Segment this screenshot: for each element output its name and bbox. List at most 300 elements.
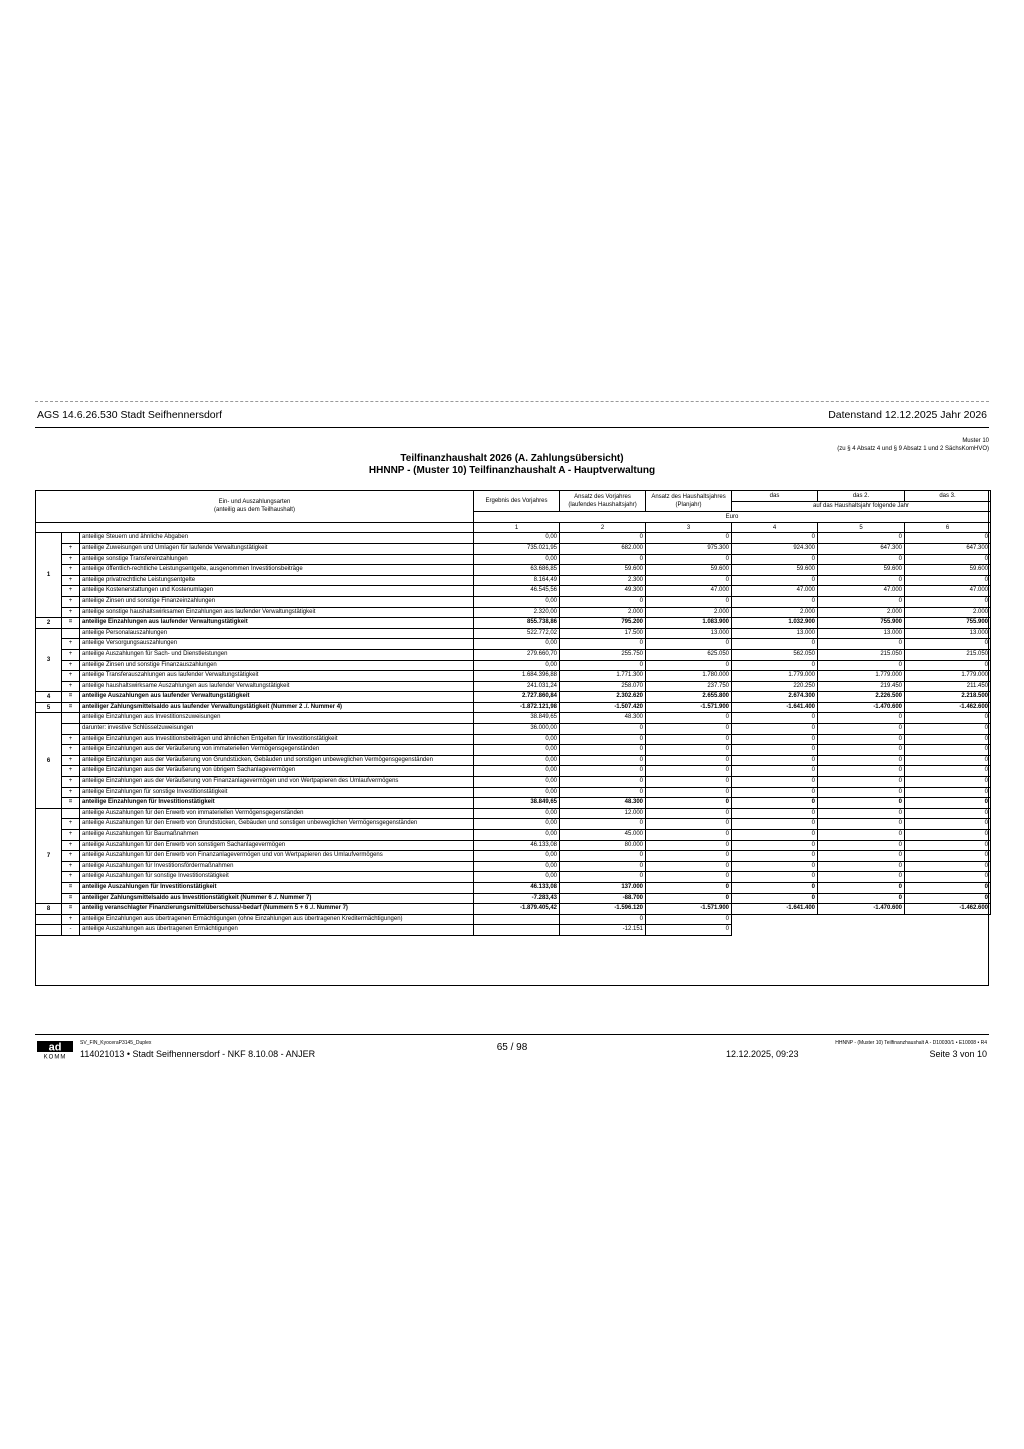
value-cell: 47.000	[818, 586, 905, 597]
row-label: anteilige Auszahlungen aus übertragenen Ermächtigungen	[80, 925, 474, 936]
row-label: anteilige Zinsen und sonstige Finanzauszahlungen	[80, 660, 474, 671]
row-operator	[62, 713, 80, 724]
value-cell: 0	[646, 596, 732, 607]
value-cell: 0	[646, 660, 732, 671]
value-cell: 13.000	[646, 628, 732, 639]
value-cell: 0	[818, 872, 905, 883]
value-cell: 0	[732, 872, 818, 883]
value-cell: 0	[646, 819, 732, 830]
row-label: anteilige Transferauszahlungen aus laufender Verwaltungstätigkeit	[80, 671, 474, 682]
value-cell: 647.300	[905, 543, 991, 554]
value-cell: 0,00	[474, 745, 560, 756]
row-label: anteilige öffentlich-rechtliche Leistungsentgelte, ausgenommen Investitionsbeiträge	[80, 565, 474, 576]
muster-note	[837, 437, 989, 453]
value-cell: 17.500	[560, 628, 646, 639]
table-row	[36, 543, 991, 554]
row-label: anteilige Einzahlungen aus übertragenen Ermächtigungen (ohne Einzahlungen aus übertragenen Kreditermächtigungen)	[80, 914, 474, 925]
value-cell: 45.000	[560, 830, 646, 841]
value-cell: 0,00	[474, 533, 560, 544]
value-cell: 0,00	[474, 830, 560, 841]
group-number: 3	[36, 628, 62, 692]
table-row	[36, 639, 991, 650]
value-cell: 0	[818, 882, 905, 893]
top-dashed-rule	[35, 401, 989, 402]
header-right: Datenstand 12.12.2025 Jahr 2026	[828, 409, 987, 421]
value-cell: 0	[560, 851, 646, 862]
value-cell: -1.641.400	[732, 904, 818, 915]
value-cell: 0	[905, 819, 991, 830]
row-operator: +	[62, 639, 80, 650]
table-row	[36, 798, 991, 809]
value-cell: -1.872.121,98	[474, 702, 560, 713]
value-cell: -1.470.600	[818, 702, 905, 713]
value-cell: 1.779.000	[818, 671, 905, 682]
row-operator: +	[62, 851, 80, 862]
value-cell: 0	[905, 734, 991, 745]
value-cell: 220.250	[732, 681, 818, 692]
row-operator: +	[62, 914, 80, 925]
value-cell: 0	[732, 724, 818, 735]
page-subtitle: HHNNP - (Muster 10) Teilfinanzhaushalt A - Hauptverwaltung	[368, 465, 656, 476]
value-cell: 0	[732, 798, 818, 809]
value-cell: 0	[560, 914, 646, 925]
value-cell: 0	[646, 766, 732, 777]
row-operator: +	[62, 830, 80, 841]
value-cell: 47.000	[646, 586, 732, 597]
value-cell: 0,00	[474, 777, 560, 788]
value-cell: 0,00	[474, 766, 560, 777]
value-cell: 2.218.500	[905, 692, 991, 703]
value-cell: 0	[818, 851, 905, 862]
table-row	[36, 777, 991, 788]
row-operator: +	[62, 755, 80, 766]
value-cell: 0	[818, 745, 905, 756]
row-operator: +	[62, 660, 80, 671]
value-cell: -1.507.420	[560, 702, 646, 713]
table-row	[36, 787, 991, 798]
value-cell: 1.780.000	[646, 671, 732, 682]
table-row	[36, 755, 991, 766]
value-cell: 2.000	[732, 607, 818, 618]
value-cell: 0	[560, 819, 646, 830]
value-cell: 0,00	[474, 819, 560, 830]
value-cell: 522.772,02	[474, 628, 560, 639]
value-cell: 0	[646, 734, 732, 745]
row-label: anteiliger Zahlungsmittelsaldo aus Investitionstätigkeit (Nummer 6 ./. Nummer 7)	[80, 893, 474, 904]
value-cell: 0	[732, 861, 818, 872]
value-cell: 0,00	[474, 861, 560, 872]
group-number: 4	[36, 692, 62, 703]
row-operator: +	[62, 745, 80, 756]
table-row	[36, 882, 991, 893]
value-cell: 0	[905, 533, 991, 544]
row-label: anteilige Auszahlungen für sonstige Investitionstätigkeit	[80, 872, 474, 883]
row-operator: +	[62, 575, 80, 586]
value-cell: 13.000	[732, 628, 818, 639]
table-row	[36, 745, 991, 756]
row-label: anteilige Einzahlungen aus der Veräußerung von immateriellen Vermögensgegenständen	[80, 745, 474, 756]
value-cell: 0	[818, 660, 905, 671]
value-cell: -1.641.400	[732, 702, 818, 713]
value-cell: 8.164,49	[474, 575, 560, 586]
table-cell	[36, 522, 474, 533]
value-cell: 0	[646, 724, 732, 735]
value-cell: 0	[560, 777, 646, 788]
value-cell: 241.031,24	[474, 681, 560, 692]
value-cell: 562.050	[732, 649, 818, 660]
value-cell: 2.302.620	[560, 692, 646, 703]
value-cell: 0	[818, 861, 905, 872]
value-cell: 0	[560, 554, 646, 565]
value-cell: 0	[732, 575, 818, 586]
value-cell: 1.684.396,88	[474, 671, 560, 682]
value-cell: 855.738,86	[474, 618, 560, 629]
value-cell: 137.000	[560, 882, 646, 893]
row-label: anteilige Auszahlungen für Investitionstätigkeit	[80, 882, 474, 893]
value-cell: 0	[646, 575, 732, 586]
value-cell: 1.083.900	[646, 618, 732, 629]
row-operator: =	[62, 893, 80, 904]
value-cell: 219.450	[818, 681, 905, 692]
table-row	[36, 808, 991, 819]
value-cell: 0	[646, 798, 732, 809]
value-cell: 80.000	[560, 840, 646, 851]
table-row	[36, 766, 991, 777]
row-label: anteilige Einzahlungen aus der Veräußerung von Grundstücken, Gebäuden und sonstigen unbeweglichen Vermögensgegenständen	[80, 755, 474, 766]
row-label: anteilige Personalauszahlungen	[80, 628, 474, 639]
value-cell: 0	[905, 766, 991, 777]
column-number: 3	[646, 522, 732, 533]
value-cell: 46.133,08	[474, 840, 560, 851]
value-cell: 2.727.860,84	[474, 692, 560, 703]
table-row	[36, 554, 991, 565]
row-label: anteilig veranschlagter Finanzierungsmittelüberschuss/-bedarf (Nummern 5 + 6 ./. Nummer 7)	[80, 904, 474, 915]
row-operator: +	[62, 565, 80, 576]
value-cell: 1.779.000	[732, 671, 818, 682]
value-cell: 0,00	[474, 851, 560, 862]
value-cell: 0	[905, 882, 991, 893]
table-row	[36, 607, 991, 618]
table-row	[36, 861, 991, 872]
value-cell: 59.600	[818, 565, 905, 576]
row-label: anteilige privatrechtliche Leistungsentgelte	[80, 575, 474, 586]
value-cell: -88.700	[560, 893, 646, 904]
value-cell: 0	[646, 925, 732, 936]
logo-text: ad	[48, 1041, 62, 1054]
value-cell: 682.000	[560, 543, 646, 554]
value-cell: -1.879.405,42	[474, 904, 560, 915]
value-cell: -7.283,43	[474, 893, 560, 904]
table-row	[36, 533, 991, 544]
value-cell: 255.750	[560, 649, 646, 660]
value-cell	[474, 914, 560, 925]
value-cell: -1.470.600	[818, 904, 905, 915]
value-cell: 0	[732, 808, 818, 819]
table-row	[36, 840, 991, 851]
value-cell: 0	[560, 766, 646, 777]
group-number: 6	[36, 713, 62, 808]
row-label: anteilige Auszahlungen für den Erwerb von immateriellen Vermögensgegenständen	[80, 808, 474, 819]
value-cell: 755.900	[905, 618, 991, 629]
value-cell: 0	[646, 787, 732, 798]
row-operator: +	[62, 543, 80, 554]
row-label: anteilige Einzahlungen für sonstige Investitionstätigkeit	[80, 787, 474, 798]
value-cell: 0	[905, 596, 991, 607]
table-row	[36, 904, 991, 915]
value-cell: 0	[560, 596, 646, 607]
value-cell: 0	[560, 660, 646, 671]
value-cell: -1.571.900	[646, 904, 732, 915]
value-cell: 38.849,65	[474, 798, 560, 809]
value-cell: 0	[905, 639, 991, 650]
value-cell: 0	[732, 777, 818, 788]
value-cell: 0	[646, 882, 732, 893]
muster-line-1: Muster 10	[962, 438, 989, 444]
table-row	[36, 628, 991, 639]
value-cell: 0	[646, 893, 732, 904]
value-cell: 0	[818, 713, 905, 724]
value-cell	[474, 925, 560, 936]
column-header: Ergebnis des Vorjahres	[474, 491, 560, 512]
footer-page-of: Seite 3 von 10	[929, 1049, 987, 1059]
header-rule	[35, 427, 989, 428]
value-cell: 0	[818, 787, 905, 798]
row-label: anteilige Auszahlungen für den Erwerb von sonstigem Sachanlagevermögen	[80, 840, 474, 851]
value-cell: 2.000	[560, 607, 646, 618]
value-cell: 0,00	[474, 639, 560, 650]
table-row	[36, 565, 991, 576]
row-operator: =	[62, 798, 80, 809]
table-header-row	[36, 522, 991, 533]
table-row	[36, 660, 991, 671]
value-cell: 2.655.800	[646, 692, 732, 703]
value-cell: 0	[646, 755, 732, 766]
value-cell: 0	[905, 830, 991, 841]
value-cell: 0	[732, 851, 818, 862]
value-cell: 0	[732, 660, 818, 671]
row-operator: +	[62, 872, 80, 883]
column-header: Ansatz des Haushaltsjahres (Planjahr)	[646, 491, 732, 512]
value-cell: 0	[818, 554, 905, 565]
footer-file: SV_FIN_KyoceraP3145_Duplex	[80, 1040, 152, 1046]
value-cell: 0	[560, 872, 646, 883]
value-cell: 237.750	[646, 681, 732, 692]
row-operator: +	[62, 777, 80, 788]
value-cell: 63.686,85	[474, 565, 560, 576]
row-label: anteilige Einzahlungen für Investitionstätigkeit	[80, 798, 474, 809]
value-cell: 215.050	[905, 649, 991, 660]
value-cell: 0	[905, 840, 991, 851]
row-label: anteilige Auszahlungen für den Erwerb von Finanzanlagevermögen und von Wertpapieren des Umlaufvermögens	[80, 851, 474, 862]
value-cell: 0	[818, 533, 905, 544]
table-row	[36, 692, 991, 703]
value-cell: 0	[732, 787, 818, 798]
value-cell: 0	[818, 798, 905, 809]
value-cell: 0,00	[474, 554, 560, 565]
row-operator: =	[62, 692, 80, 703]
value-cell: 0	[646, 861, 732, 872]
value-cell: 0	[646, 840, 732, 851]
value-cell: 0	[905, 798, 991, 809]
value-cell: 0,00	[474, 808, 560, 819]
column-label-line: (anteilig aus dem Teilhaushalt)	[214, 507, 295, 514]
row-label: anteilige Zinsen und sonstige Finanzeinzahlungen	[80, 596, 474, 607]
value-cell: 59.600	[905, 565, 991, 576]
table-row	[36, 914, 991, 925]
value-cell: 0	[732, 840, 818, 851]
table-row	[36, 586, 991, 597]
column-header: das 3.	[905, 491, 991, 502]
value-cell: 2.226.500	[818, 692, 905, 703]
row-operator: +	[62, 554, 80, 565]
value-cell: 0	[560, 861, 646, 872]
group-number: 2	[36, 618, 62, 629]
value-cell: 47.000	[905, 586, 991, 597]
value-cell: 0	[560, 639, 646, 650]
value-cell: 2.320,00	[474, 607, 560, 618]
value-cell: 0	[732, 766, 818, 777]
value-cell: 647.300	[818, 543, 905, 554]
value-cell: 38.849,65	[474, 713, 560, 724]
row-label: anteilige Steuern und ähnliche Abgaben	[80, 533, 474, 544]
row-operator: =	[62, 882, 80, 893]
row-label: anteilige Kostenerstattungen und Kostenumlagen	[80, 586, 474, 597]
row-operator: =	[62, 904, 80, 915]
value-cell: 0	[732, 533, 818, 544]
muster-line-2: (zu § 4 Absatz 4 und § 9 Absatz 1 und 2 SächsKomHVO)	[837, 446, 989, 452]
value-cell: 0	[818, 734, 905, 745]
value-cell: 735.021,95	[474, 543, 560, 554]
table-row	[36, 596, 991, 607]
value-cell: 0	[732, 819, 818, 830]
table-row	[36, 872, 991, 883]
row-label: anteilige sonstige Transfereinzahlungen	[80, 554, 474, 565]
value-cell: 0	[905, 745, 991, 756]
column-number: 2	[560, 522, 646, 533]
row-operator: +	[62, 649, 80, 660]
value-cell: 924.300	[732, 543, 818, 554]
table-row	[36, 724, 991, 735]
value-cell: 0	[905, 575, 991, 586]
row-label: anteilige Einzahlungen aus der Veräußerung von übrigem Sachanlagevermögen	[80, 766, 474, 777]
table-row	[36, 893, 991, 904]
group-number: 8	[36, 904, 62, 915]
value-cell: 0	[818, 575, 905, 586]
value-cell: 0	[646, 745, 732, 756]
value-cell: 0	[905, 713, 991, 724]
row-label: anteiliger Zahlungsmittelsaldo aus laufender Verwaltungstätigkeit (Nummer 2 ./. Nummer 4)	[80, 702, 474, 713]
row-operator: =	[62, 618, 80, 629]
value-cell: 0,00	[474, 660, 560, 671]
value-cell: 2.300	[560, 575, 646, 586]
value-cell: 215.050	[818, 649, 905, 660]
table-row	[36, 819, 991, 830]
table-row	[36, 618, 991, 629]
row-operator: +	[62, 671, 80, 682]
header-left: AGS 14.6.26.530 Stadt Seifhennersdorf	[37, 409, 223, 421]
page-title: Teilfinanzhaushalt 2026 (A. Zahlungsübersicht)	[400, 453, 624, 464]
value-cell: 0	[560, 745, 646, 756]
logo-subtext: KOMM	[43, 1054, 67, 1059]
row-operator: +	[62, 681, 80, 692]
value-cell: 0	[905, 787, 991, 798]
value-cell: 2.674.300	[732, 692, 818, 703]
table-cell	[36, 925, 62, 936]
row-operator: +	[62, 766, 80, 777]
value-cell: 0	[646, 808, 732, 819]
row-label: anteilige haushaltswirksame Auszahlungen aus laufender Verwaltungstätigkeit	[80, 681, 474, 692]
row-label: anteilige Einzahlungen aus Investitionsbeiträgen und ähnlichen Entgelten für Investitionstätigkeit	[80, 734, 474, 745]
row-label: anteilige Einzahlungen aus Investitionszuweisungen	[80, 713, 474, 724]
value-cell: 48.300	[560, 798, 646, 809]
table-row	[36, 649, 991, 660]
column-header: das	[732, 491, 818, 502]
group-number: 5	[36, 702, 62, 713]
value-cell: 0	[818, 808, 905, 819]
value-cell: 211.450	[905, 681, 991, 692]
group-number: 1	[36, 533, 62, 618]
value-cell: 59.600	[646, 565, 732, 576]
value-cell: 0	[732, 734, 818, 745]
row-operator: +	[62, 861, 80, 872]
value-cell: 48.300	[560, 713, 646, 724]
value-cell: -1.462.600	[905, 904, 991, 915]
row-label: anteilige Auszahlungen für Sach- und Dienstleistungen	[80, 649, 474, 660]
row-operator: =	[62, 702, 80, 713]
row-label: anteilige Einzahlungen aus der Veräußerung von Finanzanlagevermögen und von Wertpapieren des Umlaufvermögens	[80, 777, 474, 788]
value-cell: 0	[732, 596, 818, 607]
value-cell: 0	[818, 639, 905, 650]
value-cell: 0	[732, 639, 818, 650]
row-label: anteilige Zuweisungen und Umlagen für laufende Verwaltungstätigkeit	[80, 543, 474, 554]
value-cell: 0	[732, 745, 818, 756]
row-label: anteilige sonstige haushaltswirksamen Einzahlungen aus laufender Verwaltungstätigkeit	[80, 607, 474, 618]
column-header: das 2.	[818, 491, 905, 502]
table-row	[36, 575, 991, 586]
column-number: 4	[732, 522, 818, 533]
row-operator: +	[62, 840, 80, 851]
table-row	[36, 830, 991, 841]
value-cell: 0	[818, 766, 905, 777]
row-label: anteilige Auszahlungen für den Erwerb von Grundstücken, Gebäuden und sonstigen unbeweglichen Vermögensgegenständen	[80, 819, 474, 830]
value-cell: 0	[732, 893, 818, 904]
table-row	[36, 702, 991, 713]
value-cell: 0	[818, 893, 905, 904]
value-cell: 0	[560, 734, 646, 745]
row-operator: -	[62, 925, 80, 936]
row-operator: +	[62, 607, 80, 618]
table-cell	[36, 914, 62, 925]
value-cell: 12.000	[560, 808, 646, 819]
value-cell: 0	[646, 851, 732, 862]
row-operator	[62, 628, 80, 639]
footer-line: 114021013 • Stadt Seifhennersdorf - NKF 8.10.08 - ANJER	[80, 1049, 316, 1059]
column-label-line: Ein- und Auszahlungsarten	[218, 499, 291, 506]
value-cell: 0	[905, 893, 991, 904]
value-cell: 975.300	[646, 543, 732, 554]
value-cell: 755.900	[818, 618, 905, 629]
page-number: 65 / 98	[496, 1042, 528, 1053]
value-cell: 795.200	[560, 618, 646, 629]
value-cell: 1.771.300	[560, 671, 646, 682]
value-cell: 0	[732, 830, 818, 841]
table-cell	[732, 914, 991, 935]
row-operator	[62, 808, 80, 819]
value-cell: 258.070	[560, 681, 646, 692]
value-cell: -12.151	[560, 925, 646, 936]
value-cell: 0	[905, 777, 991, 788]
value-cell: 0	[646, 533, 732, 544]
